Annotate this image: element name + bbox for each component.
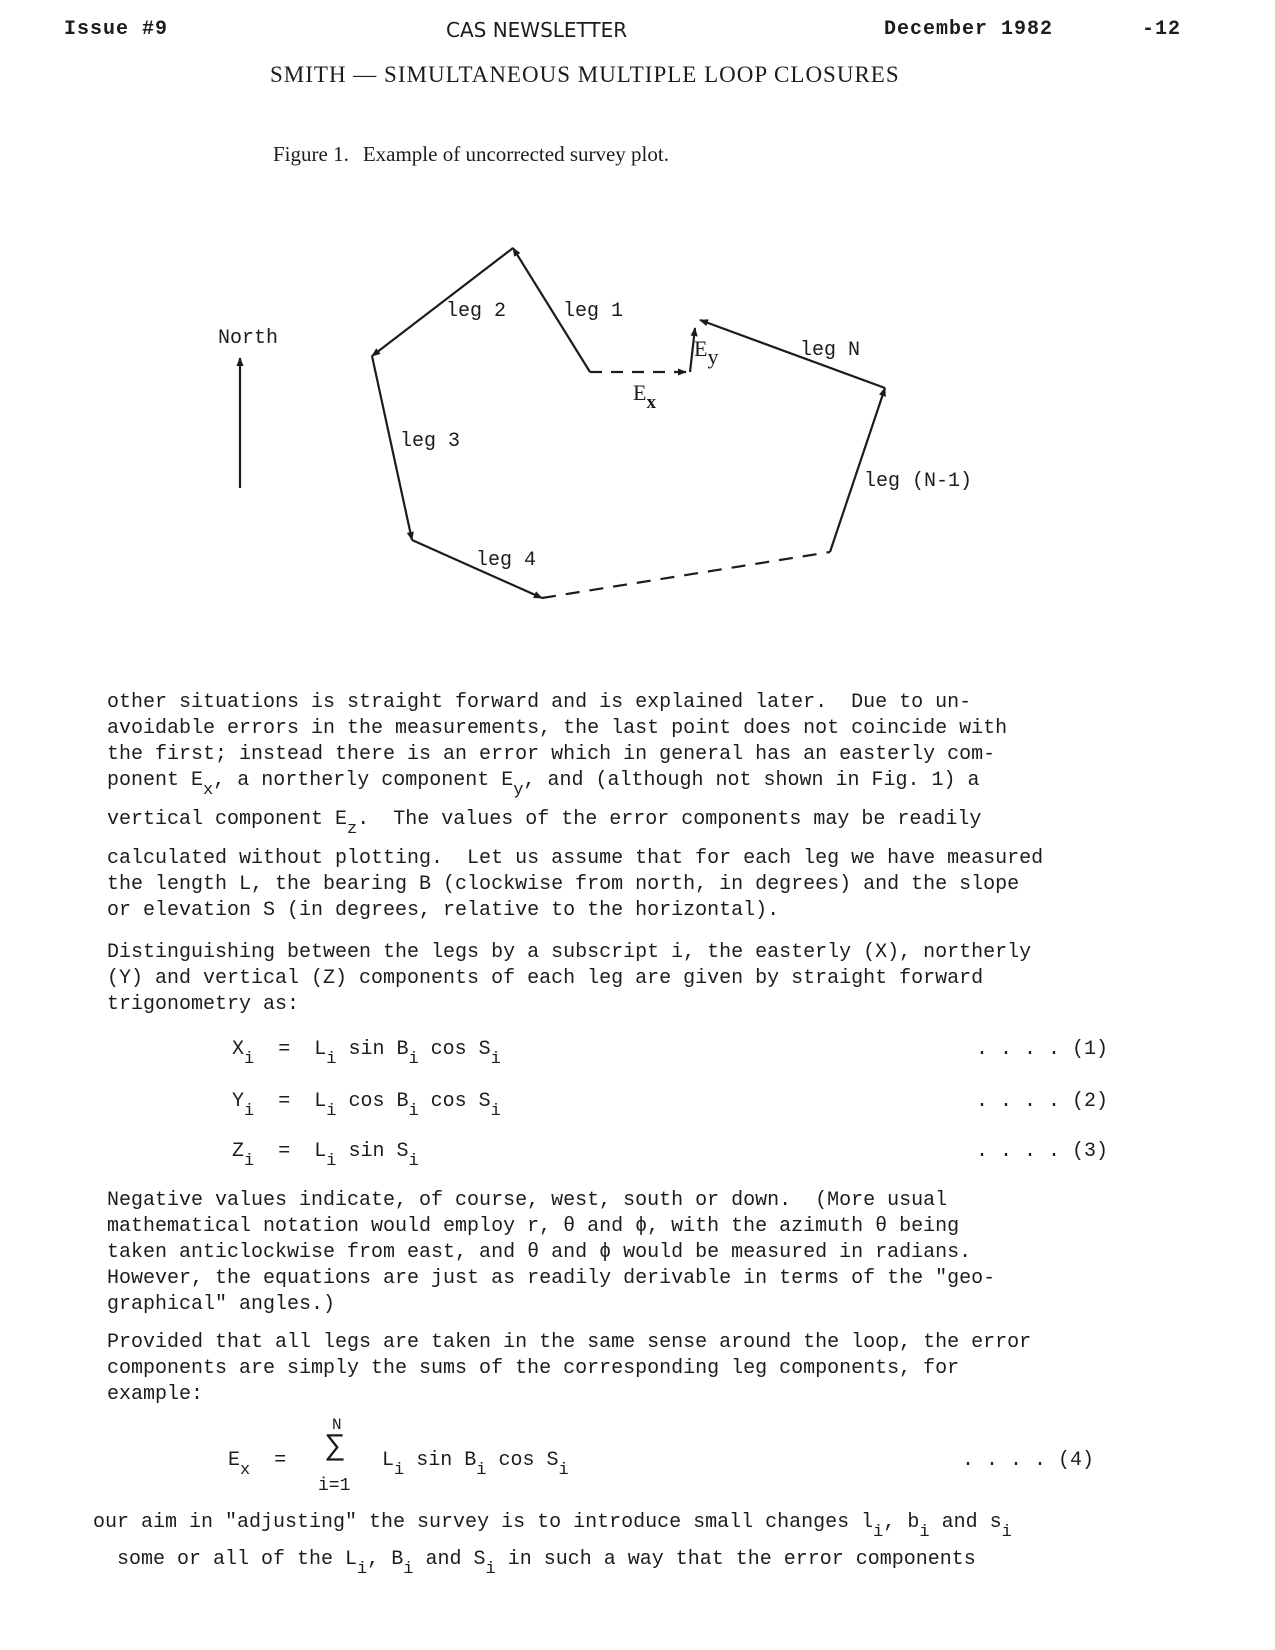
subscript: z [347, 820, 358, 839]
subscript: i [408, 1050, 419, 1069]
text-line [107, 1240, 995, 1266]
sum-symbol: ∑ [326, 1430, 345, 1464]
text-run: sin B [336, 1038, 409, 1061]
subscript: i [244, 1102, 255, 1121]
text-line [107, 1214, 995, 1240]
survey-plot-figure [0, 0, 1275, 660]
subscript: x [203, 781, 214, 800]
text-run: = L [254, 1038, 327, 1061]
text-line [107, 1330, 1031, 1356]
text-run: or elevation S (in degrees, relative to the horizontal). [107, 899, 780, 922]
equation-1 [232, 1038, 501, 1069]
subscript: i [476, 1461, 487, 1480]
subscript: i [490, 1050, 501, 1069]
text-line [107, 872, 1043, 898]
page-number: -12 [1142, 18, 1182, 41]
text-line [107, 1266, 995, 1292]
subscript: x [240, 1461, 251, 1480]
text-run: and s [929, 1511, 1002, 1534]
text-run: some or all of the L [93, 1548, 358, 1571]
paragraph-leg-components [107, 940, 1031, 1018]
paragraph-adjustment-aim [93, 1510, 1012, 1579]
subscript: i [326, 1152, 337, 1171]
text-line [93, 1547, 1012, 1579]
text-run: Y [232, 1090, 245, 1113]
subscript: i [326, 1050, 337, 1069]
equation-4-lhs [228, 1449, 287, 1480]
text-run: cos S [418, 1090, 491, 1113]
text-run: our aim in "adjusting" the survey is to introduce small changes l [93, 1511, 874, 1534]
text-run: calculated without plotting. Let us assume that for each leg we have measured [107, 847, 1044, 870]
leg-4-label: leg 4 [476, 549, 537, 572]
error-ey-label [694, 336, 718, 369]
text-line [107, 992, 1031, 1018]
text-run: , a northerly component E [213, 769, 514, 792]
error-ex-sub: x [646, 392, 656, 413]
text-run: example: [107, 1383, 204, 1406]
text-run: and S [413, 1548, 486, 1571]
error-ey-base: E [694, 336, 708, 361]
text-run: = L [254, 1140, 327, 1163]
equation-1-number: . . . . (1) [976, 1038, 1109, 1061]
text-run: mathematical notation would employ r, θ and ϕ, with the azimuth θ being [107, 1215, 960, 1238]
subscript: i [326, 1102, 337, 1121]
figure-label: Figure 1. [273, 142, 349, 166]
subscript: i [408, 1102, 419, 1121]
text-run: in such a way that the error components [495, 1548, 976, 1571]
issue-number: Issue #9 [64, 18, 169, 41]
text-line [93, 1510, 1012, 1542]
equation-4-rhs [382, 1449, 569, 1480]
text-line [107, 716, 1043, 742]
text-line [107, 1292, 995, 1318]
subscript: i [357, 1560, 368, 1579]
text-run: , B [367, 1548, 404, 1571]
paragraph-sign-convention [107, 1188, 995, 1318]
text-run: Provided that all legs are taken in the same sense around the loop, the error [107, 1331, 1032, 1354]
subscript: i [919, 1523, 930, 1542]
text-run: cos B [336, 1090, 409, 1113]
article-title: SMITH — SIMULTANEOUS MULTIPLE LOOP CLOSURES [270, 62, 900, 87]
text-run: E [228, 1449, 241, 1472]
text-line [107, 807, 1043, 839]
paragraph-error-sums [107, 1330, 1031, 1408]
leg-n-minus-1-label: leg (N-1) [864, 470, 973, 493]
subscript: i [408, 1152, 419, 1171]
text-run: graphical" angles.) [107, 1293, 336, 1316]
text-run: = L [254, 1090, 327, 1113]
text-run: sin B [404, 1449, 477, 1472]
text-line [107, 768, 1043, 800]
subscript: i [1001, 1523, 1012, 1542]
subscript: i [485, 1560, 496, 1579]
text-run: ponent E [107, 769, 204, 792]
equation-2 [232, 1090, 501, 1121]
error-ex-label [633, 380, 656, 413]
subscript: i [490, 1102, 501, 1121]
text-run: . The values of the error components may be readily [357, 808, 982, 831]
text-run: vertical component E [107, 808, 348, 831]
text-run: components are simply the sums of the corresponding leg components, for [107, 1357, 960, 1380]
text-run: = [250, 1449, 287, 1472]
text-line [107, 1188, 995, 1214]
subscript: i [244, 1050, 255, 1069]
text-run: , b [883, 1511, 920, 1534]
text-run: (Y) and vertical (Z) components of each leg are given by straight forward [107, 967, 984, 990]
text-run: , and (although not shown in Fig. 1) a [523, 769, 980, 792]
equation-2-number: . . . . (2) [976, 1090, 1109, 1113]
text-run: the first; instead there is an error which in general has an easterly com- [107, 743, 996, 766]
text-run: sin S [336, 1140, 409, 1163]
text-run: avoidable errors in the measurements, the last point does not coincide with [107, 717, 1008, 740]
equation-3 [232, 1140, 419, 1171]
subscript: i [244, 1152, 255, 1171]
text-run: Negative values indicate, of course, west, south or down. (More usual [107, 1189, 948, 1212]
issue-date: December 1982 [884, 18, 1054, 41]
text-line [107, 898, 1043, 924]
sum-lower-limit: i=1 [318, 1476, 351, 1496]
equation-3-number: . . . . (3) [976, 1140, 1109, 1163]
text-line [107, 940, 1031, 966]
text-run: X [232, 1038, 245, 1061]
text-run: L [382, 1449, 395, 1472]
subscript: y [513, 781, 524, 800]
leg-2-label: leg 2 [446, 300, 507, 323]
text-line [107, 966, 1031, 992]
leg-n-label: leg N [800, 339, 861, 362]
text-line [107, 1356, 1031, 1382]
sum-upper-limit: N [332, 1416, 342, 1434]
text-run: trigonometry as: [107, 993, 300, 1016]
text-run: taken anticlockwise from east, and θ and ϕ would be measured in radians. [107, 1241, 972, 1264]
text-run: other situations is straight forward and is explained later. Due to un- [107, 691, 972, 714]
dashed-gap-line [542, 552, 830, 598]
text-run: However, the equations are just as readily derivable in terms of the "geo- [107, 1267, 996, 1290]
north-label: North [218, 327, 279, 350]
paragraph-error-components [107, 690, 1043, 924]
figure-caption-text: Example of uncorrected survey plot. [362, 142, 669, 166]
text-line [107, 1382, 1031, 1408]
text-run: Z [232, 1140, 245, 1163]
text-line [107, 846, 1043, 872]
text-run: the length L, the bearing B (clockwise from north, in degrees) and the slope [107, 873, 1020, 896]
text-run: cos S [486, 1449, 559, 1472]
leg-3-label: leg 3 [400, 430, 461, 453]
subscript: i [403, 1560, 414, 1579]
newsletter-name: CAS NEWSLETTER [446, 18, 628, 42]
text-line [107, 742, 1043, 768]
equation-4-number: . . . . (4) [962, 1449, 1095, 1472]
subscript: i [394, 1461, 405, 1480]
text-run: Distinguishing between the legs by a subscript i, the easterly (X), northerly [107, 941, 1032, 964]
error-ex-base: E [633, 380, 647, 405]
subscript: i [873, 1523, 884, 1542]
text-run: cos S [418, 1038, 491, 1061]
text-line [107, 690, 1043, 716]
leg-1-label: leg 1 [563, 300, 624, 323]
error-ey-sub: y [707, 344, 719, 369]
subscript: i [558, 1461, 569, 1480]
